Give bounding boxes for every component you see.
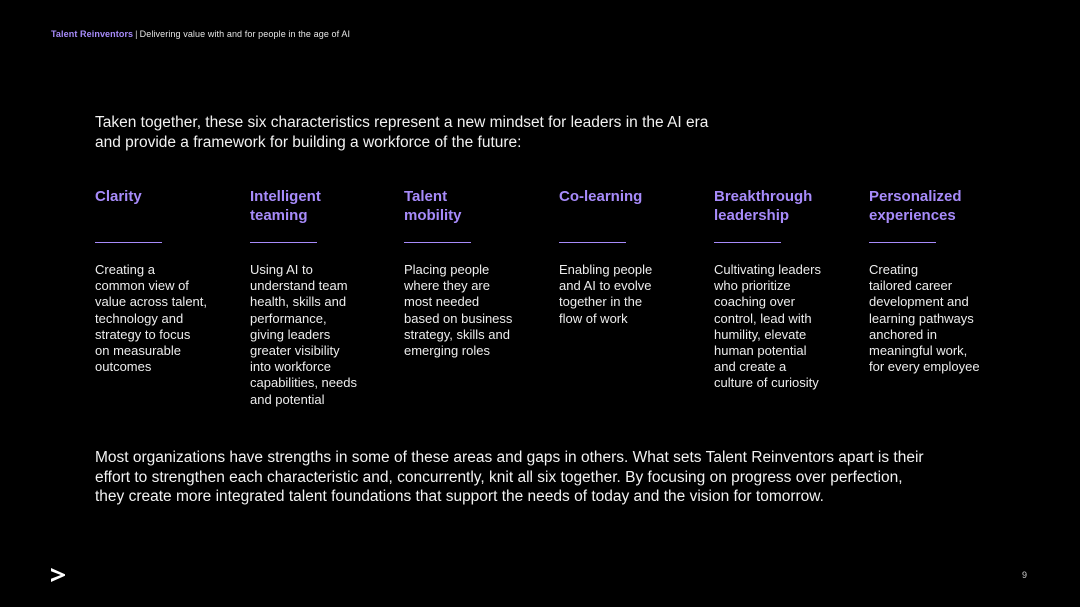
description-line: Enabling people	[559, 262, 653, 277]
description-line: outcomes	[95, 359, 152, 375]
characteristic-title	[714, 187, 862, 227]
characteristic-clarity	[95, 187, 243, 375]
outro-line: Most organizations have strengths in some of these areas and gaps in others. What sets Talent Reinventors apart is their	[95, 449, 924, 466]
outro-paragraph	[95, 448, 995, 507]
description-line: greater visibility	[250, 343, 340, 359]
description-line: flow of work	[559, 310, 628, 326]
description-line: anchored in	[869, 326, 937, 342]
header-subtitle: Delivering value with and for people in the age of AI	[139, 29, 351, 39]
description-line: for every employee	[869, 359, 980, 375]
description-line: understand team	[250, 278, 348, 294]
characteristic-description	[250, 262, 357, 408]
characteristic-description	[404, 262, 512, 359]
description-line: capabilities, needs	[250, 375, 357, 391]
characteristic-breakthrough-leadership	[714, 187, 862, 391]
chevron-right-icon	[48, 565, 68, 585]
description-line: Creating a	[95, 262, 155, 277]
page-number: 9	[1022, 570, 1028, 580]
description-line: learning pathways	[869, 310, 974, 326]
description-line: who prioritize	[714, 278, 791, 294]
description-line: where they are	[404, 278, 490, 294]
description-line: value across talent,	[95, 294, 208, 310]
description-line: strategy to focus	[95, 326, 191, 342]
title-line: teaming	[250, 207, 308, 224]
description-line: meaningful work,	[869, 343, 968, 359]
title-line: experiences	[869, 207, 956, 224]
title-line: Breakthrough	[714, 188, 813, 205]
characteristic-description	[95, 262, 207, 375]
description-line: into workforce	[250, 359, 331, 375]
description-line: Creating	[869, 262, 919, 277]
intro-line: and provide a framework for building a workforce of the future:	[95, 134, 522, 151]
header-separator: |	[135, 29, 138, 39]
description-line: performance,	[250, 310, 327, 326]
description-line: Cultivating leaders	[714, 262, 821, 277]
description-line: health, skills and	[250, 294, 347, 310]
title-line: Talent	[404, 188, 448, 205]
title-line: mobility	[404, 207, 462, 224]
description-line: development and	[869, 294, 969, 310]
title-underline	[714, 242, 781, 243]
description-line: common view of	[95, 278, 189, 294]
characteristic-title	[559, 187, 707, 227]
description-line: together in the	[559, 294, 643, 310]
description-line: emerging roles	[404, 343, 490, 359]
title-line: Clarity	[95, 188, 142, 205]
title-underline	[869, 242, 936, 243]
title-underline	[404, 242, 471, 243]
description-line: most needed	[404, 294, 480, 310]
intro-paragraph	[95, 113, 795, 153]
description-line: and create a	[714, 359, 787, 375]
title-underline	[559, 242, 626, 243]
title-line: leadership	[714, 207, 790, 224]
title-underline	[95, 242, 162, 243]
description-line: tailored career	[869, 278, 953, 294]
title-line: Personalized	[869, 188, 962, 205]
description-line: giving leaders	[250, 326, 331, 342]
description-line: technology and	[95, 310, 184, 326]
characteristic-title	[404, 187, 552, 227]
description-line: Placing people	[404, 262, 490, 277]
characteristic-talent-mobility	[404, 187, 552, 359]
description-line: based on business	[404, 310, 513, 326]
title-underline	[250, 242, 317, 243]
characteristic-description	[559, 262, 652, 327]
description-line: strategy, skills and	[404, 326, 510, 342]
characteristic-personalized-experiences	[869, 187, 1017, 375]
description-line: control, lead with	[714, 310, 812, 326]
description-line: culture of curiosity	[714, 375, 819, 391]
characteristics-grid	[95, 187, 1025, 417]
title-line: Intelligent	[250, 188, 321, 205]
description-line: coaching over	[714, 294, 795, 310]
description-line: and potential	[250, 391, 325, 407]
description-line: humility, elevate	[714, 326, 807, 342]
characteristic-title	[869, 187, 1017, 227]
characteristic-intelligent-teaming	[250, 187, 398, 407]
characteristic-description	[714, 262, 821, 392]
characteristic-title	[95, 187, 243, 227]
intro-line: Taken together, these six characteristics represent a new mindset for leaders in the AI era	[95, 114, 709, 131]
header-brand: Talent Reinventors	[51, 29, 134, 39]
characteristic-co-learning	[559, 187, 707, 326]
description-line: on measurable	[95, 343, 181, 359]
characteristic-title	[250, 187, 398, 227]
outro-line: they create more integrated talent foundations that support the needs of today and the vision for tomorrow.	[95, 488, 824, 505]
outro-line: effort to strengthen each characteristic and, concurrently, knit all six together. By focusing on progress over perfection,	[95, 468, 903, 486]
slide-header	[51, 29, 350, 39]
description-line: and AI to evolve	[559, 278, 652, 294]
description-line: Using AI to	[250, 262, 313, 277]
description-line: human potential	[714, 343, 807, 359]
title-line: Co-learning	[559, 188, 643, 205]
characteristic-description	[869, 262, 980, 375]
